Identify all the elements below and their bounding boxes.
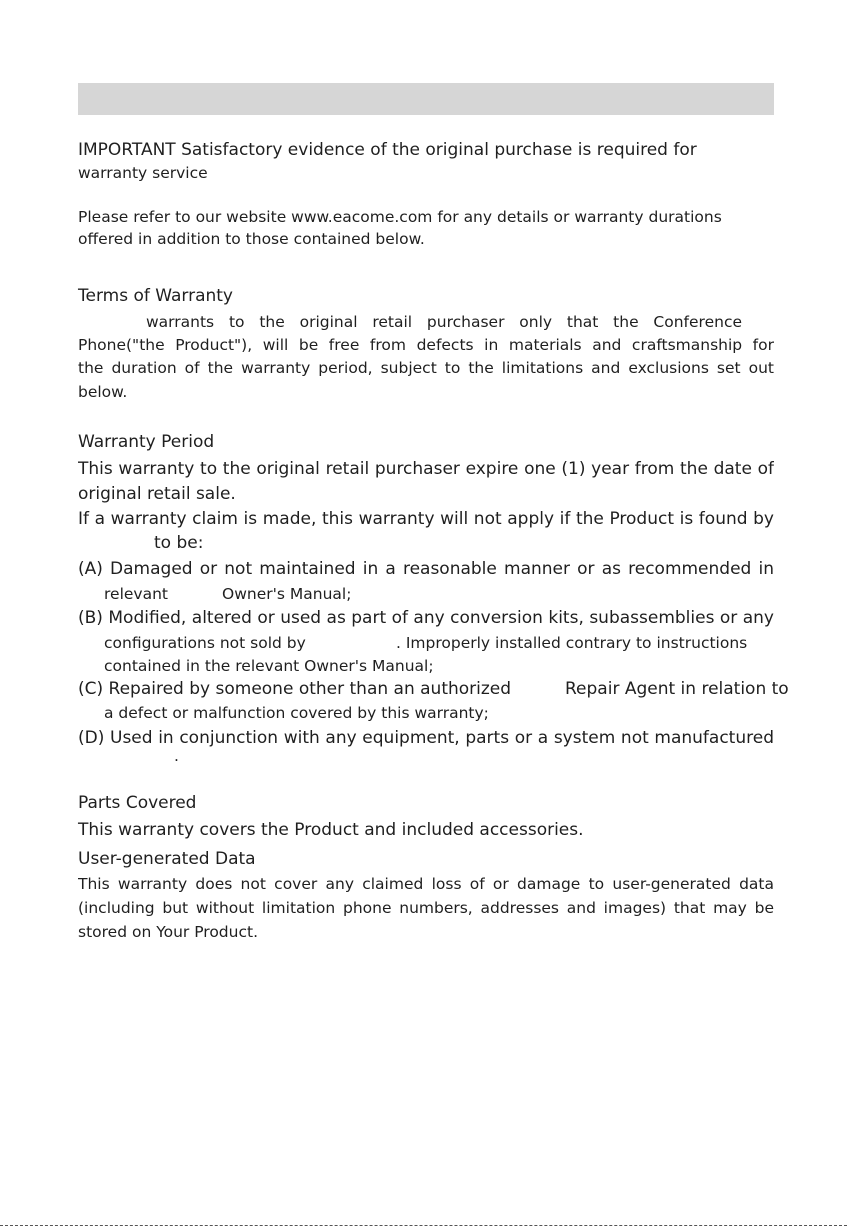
website-line-1: Please refer to our website www.eacome.com for any details or warranty durations: [78, 208, 722, 226]
period-line-3: If a warranty claim is made, this warranty will not apply if the Product is found by: [78, 509, 774, 529]
header-bar: [78, 83, 774, 115]
clause-c-line-2: a defect or malfunction covered by this warranty;: [104, 704, 489, 722]
important-line-2: warranty service: [78, 164, 208, 182]
terms-line-2: Phone("the Product"), will be free from defects in materials and craftsmanship for: [78, 336, 774, 354]
clause-c-line-1-start: (C) Repaired by someone other than an authorized: [78, 679, 512, 699]
period-line-4: to be:: [154, 533, 204, 553]
clause-a-line-1: (A) Damaged or not maintained in a reasonable manner or as recommended in: [78, 559, 774, 579]
terms-line-3: the duration of the warranty period, subject to the limitations and exclusions set out: [78, 359, 774, 377]
parts-heading: Parts Covered: [78, 793, 197, 813]
user-data-line-2: (including but without limitation phone numbers, addresses and images) that may be: [78, 899, 774, 917]
clause-a-line-2-start: relevant: [104, 585, 168, 603]
period-line-1: This warranty to the original retail purchaser expire one (1) year from the date of: [78, 459, 774, 479]
important-line-1: IMPORTANT Satisfactory evidence of the original purchase is required for: [78, 140, 697, 160]
clause-a-line-2-end: Owner's Manual;: [222, 585, 352, 603]
user-data-heading: User-generated Data: [78, 849, 256, 869]
user-data-line-3: stored on Your Product.: [78, 923, 258, 941]
parts-line-1: This warranty covers the Product and included accessories.: [78, 820, 584, 840]
terms-line-1: warrants to the original retail purchaser only that the Conference: [146, 313, 742, 331]
period-heading: Warranty Period: [78, 432, 215, 452]
clause-b-line-1: (B) Modified, altered or used as part of any conversion kits, subassemblies or any: [78, 608, 774, 628]
website-line-2: offered in addition to those contained below.: [78, 230, 425, 248]
terms-line-4: below.: [78, 383, 128, 401]
user-data-line-1: This warranty does not cover any claimed loss of or damage to user-generated data: [78, 875, 774, 893]
clause-b-line-2-end: . Improperly installed contrary to instructions: [396, 634, 748, 652]
period-line-2: original retail sale.: [78, 484, 236, 504]
clause-b-line-3: contained in the relevant Owner's Manual;: [104, 657, 434, 675]
page-bottom-rule: [0, 1225, 847, 1226]
clause-b-line-2-start: configurations not sold by: [104, 634, 306, 652]
clause-c-line-1-end: Repair Agent in relation to: [565, 679, 789, 699]
clause-d-line-1: (D) Used in conjunction with any equipment, parts or a system not manufactured: [78, 728, 774, 748]
clause-d-line-2: .: [174, 747, 179, 765]
terms-heading: Terms of Warranty: [78, 286, 233, 306]
